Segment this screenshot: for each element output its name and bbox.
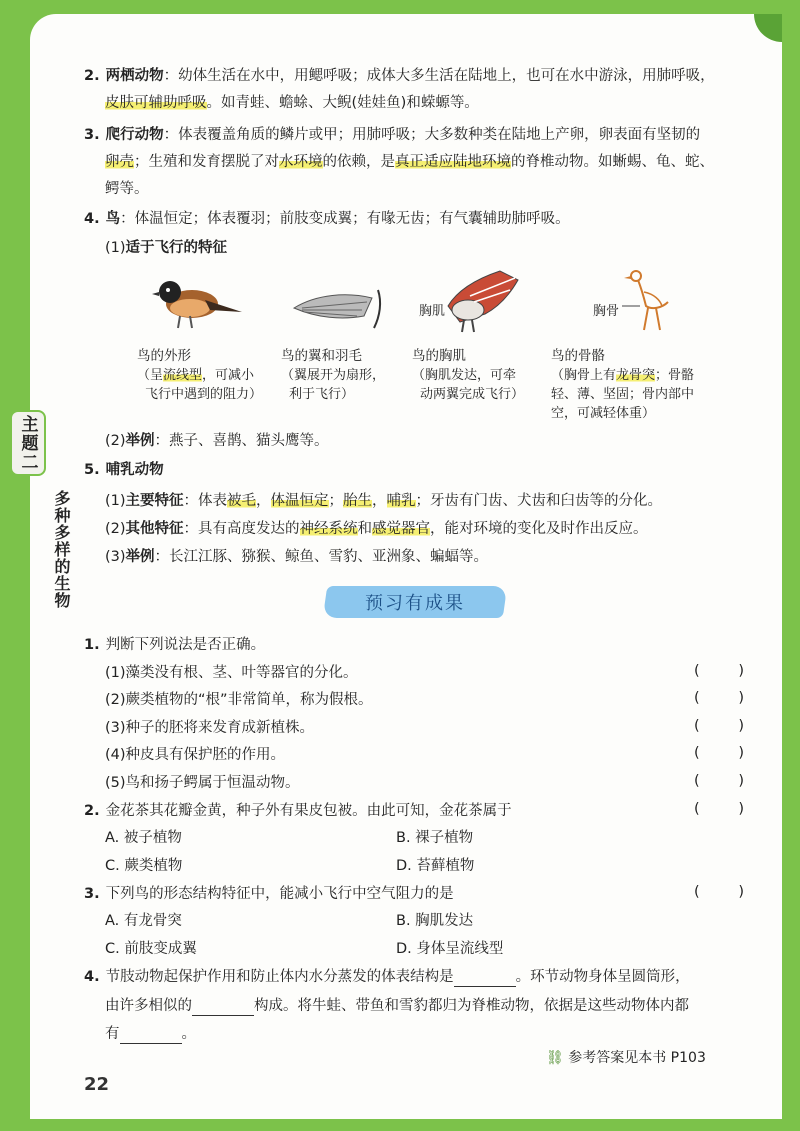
theme-tab-label: 主题二 (17, 414, 38, 472)
q4-line2: 由许多相似的 构成。将牛蛙、带鱼和雪豹都归为脊椎动物，依据是这些动物体内都 (105, 998, 689, 1014)
theme-tab (10, 410, 46, 476)
q1-item2: (2)蕨类植物的“根”非常简单，称为假根。 (105, 692, 373, 708)
q1-item4-answer[interactable]: ( ) (694, 745, 744, 761)
page-number: 22 (84, 1074, 110, 1095)
mammal-main-traits: (1)主要特征：体表被毛，体温恒定；胎生，哺乳；牙齿有门齿、犬齿和臼齿等的分化。 (105, 493, 663, 509)
bird-skeleton-illustration (622, 266, 677, 336)
figure3-title: 鸟的胸肌 (412, 348, 466, 364)
bird-muscle-illustration (440, 266, 522, 334)
q2-answer[interactable]: ( ) (694, 801, 744, 817)
q1-stem: 1. 判断下列说法是否正确。 (84, 637, 266, 653)
chest-muscle-tag: 胸肌 (419, 304, 446, 319)
figure1-desc1: （呈流线型，可减小 (137, 368, 255, 383)
q3-option-a[interactable]: A. 有龙骨突 (105, 913, 182, 929)
figure2-desc2: 利于飞行） (289, 387, 355, 402)
figure1-title: 鸟的外形 (137, 348, 191, 364)
item3-line1: 3. 爬行动物：体表覆盖角质的鳞片或甲；用肺呼吸；大多数种类在陆地上产卵，卵表面有坚韧的 (84, 127, 701, 143)
q2-option-d[interactable]: D. 苔藓植物 (396, 858, 475, 874)
sternum-tag: 胸骨 (593, 304, 620, 319)
q3-option-d[interactable]: D. 身体呈流线型 (396, 941, 504, 957)
q4-blank3[interactable] (120, 1030, 182, 1044)
q1-item4: (4)种皮具有保护胚的作用。 (105, 747, 286, 763)
figure4-desc1: （胸骨上有龙骨突；骨骼 (551, 368, 695, 383)
q1-item1-answer[interactable]: ( ) (694, 663, 744, 679)
q1-item3: (3)种子的胚将来发育成新植株。 (105, 720, 315, 736)
q1-item5: (5)鸟和扬子鳄属于恒温动物。 (105, 775, 300, 791)
page-corner (754, 14, 782, 42)
q2-option-b[interactable]: B. 裸子植物 (396, 830, 474, 846)
item2-line1: 2. 两栖动物：幼体生活在水中，用鳃呼吸；成体大多生活在陆地上，也可在水中游泳，用肺呼吸， (84, 68, 715, 84)
item4-line1: 4. 鸟：体温恒定；体表覆羽；前肢变成翼；有喙无齿；有气囊辅助肺呼吸。 (84, 211, 570, 227)
q4-line3: 有 。 (105, 1026, 196, 1042)
q4-blank1[interactable] (454, 973, 516, 987)
q2-option-c[interactable]: C. 蕨类植物 (105, 858, 183, 874)
q4-blank2[interactable] (192, 1002, 254, 1016)
flight-heading: (1)适于飞行的特征 (105, 240, 228, 256)
section-banner (325, 586, 505, 618)
mammal-other-traits: (2)其他特征：具有高度发达的神经系统和感觉器官，能对环境的变化及时作出反应。 (105, 521, 648, 537)
figure2-desc1: （翼展开为扇形， (281, 368, 386, 383)
answer-reference: ⛓ 参考答案见本书 P103 (546, 1050, 706, 1066)
figure4-title: 鸟的骨骼 (551, 348, 605, 364)
figure2-title: 鸟的翼和羽毛 (281, 348, 362, 364)
q4-line1: 4. 节肢动物起保护作用和防止体内水分蒸发的体表结构是 。环节动物身体呈圆筒形， (84, 969, 690, 985)
figure4-desc2: 轻、薄、坚固；骨内部中 (551, 387, 695, 402)
mammal-examples: (3)举例：长江江豚、猕猴、鲸鱼、雪豹、亚洲象、蝙蝠等。 (105, 549, 489, 565)
q1-item5-answer[interactable]: ( ) (694, 773, 744, 789)
q1-item2-answer[interactable]: ( ) (694, 690, 744, 706)
figure3-desc1: （胸肌发达，可牵 (412, 368, 517, 383)
item3-line3: 鳄等。 (105, 181, 149, 197)
bird-examples: (2)举例：燕子、喜鹊、猫头鹰等。 (105, 433, 329, 449)
figure3-desc2: 动两翼完成飞行） (420, 387, 525, 402)
item2-line2: 皮肤可辅助呼吸。如青蛙、蟾蜍、大鲵(娃娃鱼)和蝾螈等。 (105, 95, 479, 111)
q3-option-b[interactable]: B. 胸肌发达 (396, 913, 474, 929)
q1-item3-answer[interactable]: ( ) (694, 718, 744, 734)
bird-shape-illustration (150, 272, 245, 334)
bird-wing-illustration (292, 288, 387, 330)
q3-answer[interactable]: ( ) (694, 884, 744, 900)
figure1-desc2: 飞行中遇到的阻力） (145, 387, 263, 402)
q1-item1: (1)藻类没有根、茎、叶等器官的分化。 (105, 665, 358, 681)
figure4-desc3: 空，可减轻体重） (551, 406, 656, 421)
chapter-title: 多种多样的生物 (52, 490, 71, 609)
q2-option-a[interactable]: A. 被子植物 (105, 830, 182, 846)
link-icon: ⛓ (546, 1050, 564, 1066)
item3-line2: 卵壳；生殖和发育摆脱了对水环境的依赖，是真正适应陆地环境的脊椎动物。如蜥蜴、龟、蛇、 (105, 154, 714, 170)
q2-stem: 2. 金花茶其花瓣金黄，种子外有果皮包被。由此可知，金花茶属于 (84, 803, 512, 819)
q3-stem: 3. 下列鸟的形态结构特征中，能减小飞行中空气阻力的是 (84, 886, 454, 902)
item5-heading: 5. 哺乳动物 (84, 462, 164, 478)
q3-option-c[interactable]: C. 前肢变成翼 (105, 941, 197, 957)
banner-title: 预习有成果 (365, 593, 465, 614)
